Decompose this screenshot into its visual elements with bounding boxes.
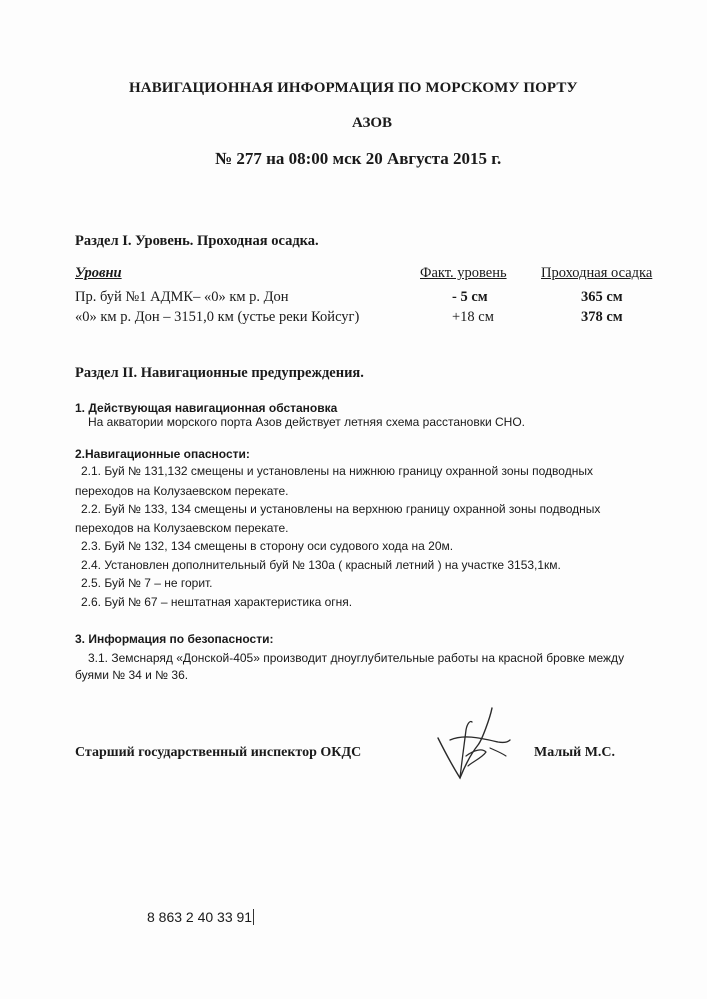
safety-heading: 3. Информация по безопасности:: [75, 632, 274, 646]
section1-heading: Раздел I. Уровень. Проходная осадка.: [75, 233, 319, 249]
column-header-levels: Уровни: [75, 265, 122, 281]
hazards-heading: 2.Навигационные опасности:: [75, 447, 250, 461]
hazard-line: переходов на Колузаевском перекате.: [75, 484, 289, 498]
level-row-name: Пр. буй №1 АДМК– «0» км р. Дон: [75, 289, 289, 305]
situation-text: На акватории морского порта Азов действует летняя схема расстановки СНО.: [88, 415, 526, 429]
column-header-actual: Факт. уровень: [420, 265, 507, 281]
column-header-draft: Проходная осадка: [541, 265, 653, 281]
handwritten-signature: [420, 700, 520, 790]
level-row-draft: 378 см: [581, 309, 623, 325]
hazard-line: 2.6. Буй № 67 – нештатная характеристика огня.: [81, 595, 353, 609]
section2-heading: Раздел II. Навигационные предупреждения.: [75, 365, 364, 381]
level-row-draft: 365 см: [581, 289, 623, 305]
hazard-line: 2.1. Буй № 131,132 смещены и установлены на нижнюю границу охранной зоны подводных: [81, 464, 593, 478]
contact-phone: [147, 909, 254, 925]
situation-heading: 1. Действующая навигационная обстановка: [75, 401, 338, 415]
hazard-line: 2.2. Буй № 133, 134 смещены и установлены на верхнюю границу охранной зоны подводных: [81, 502, 601, 516]
hazard-line: 2.5. Буй № 7 – не горит.: [81, 576, 213, 590]
contact-phone-number: 8 863 2 40 33 91: [147, 909, 253, 925]
document-title: НАВИГАЦИОННАЯ ИНФОРМАЦИЯ ПО МОРСКОМУ ПОРТУ: [129, 80, 578, 96]
text-cursor: [253, 909, 254, 925]
signatory-position: Старший государственный инспектор ОКДС: [75, 745, 362, 760]
hazard-line: переходов на Колузаевском перекате.: [75, 521, 289, 535]
level-row-actual: - 5 см: [452, 289, 488, 305]
port-name: АЗОВ: [352, 115, 393, 131]
level-row-actual: +18 см: [452, 309, 494, 325]
safety-line: 3.1. Земснаряд «Донской-405» производит дноуглубительные работы на красной бровке между: [88, 651, 625, 665]
bulletin-number: № 277 на 08:00 мск 20 Августа 2015 г.: [215, 149, 502, 168]
safety-line: буями № 34 и № 36.: [75, 668, 189, 682]
hazard-line: 2.4. Установлен дополнительный буй № 130а ( красный летний ) на участке 3153,1км.: [81, 558, 561, 572]
signatory-name: Малый М.С.: [534, 745, 616, 760]
hazard-line: 2.3. Буй № 132, 134 смещены в сторону оси судового хода на 20м.: [81, 539, 454, 553]
level-row-name: «0» км р. Дон – 3151,0 км (устье реки Койсуг): [75, 309, 360, 325]
